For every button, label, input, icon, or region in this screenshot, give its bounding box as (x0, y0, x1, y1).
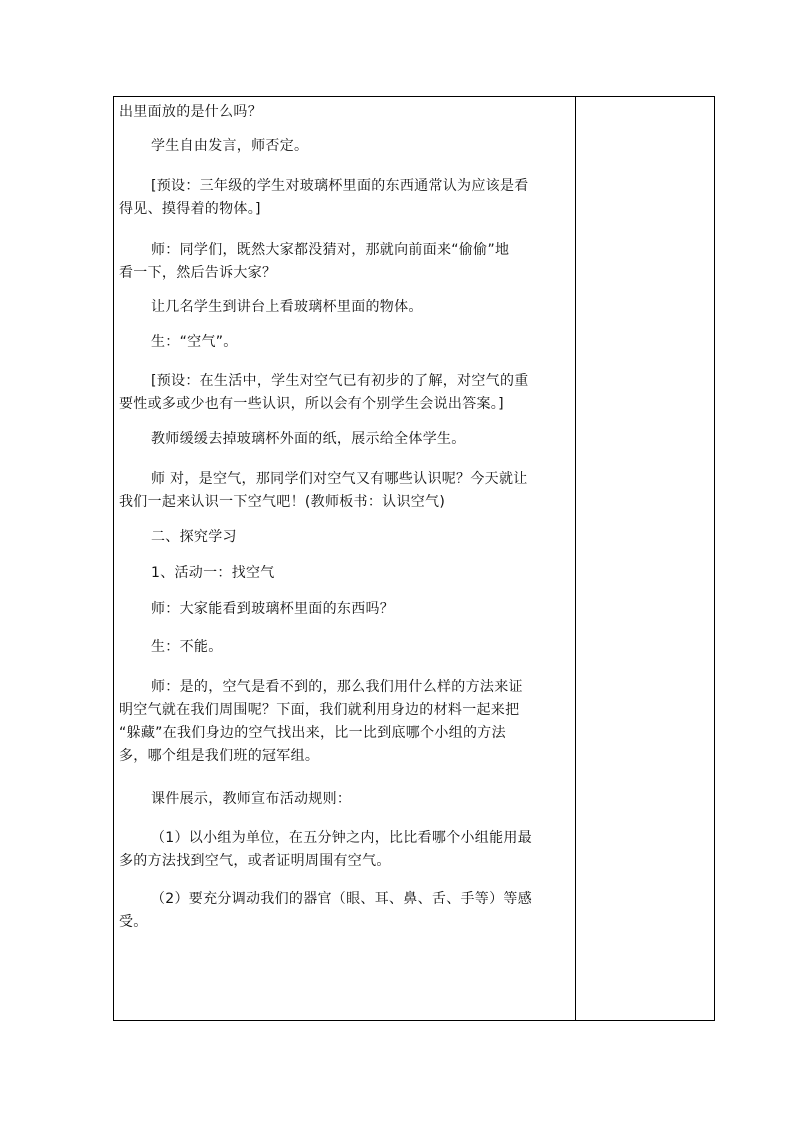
paragraph-line: 我们一起来认识一下空气吧！(教师板书：认识空气) (119, 494, 446, 510)
lesson-plan-table (113, 96, 715, 1021)
rule-item: （2）要充分调动我们的器官（眼、耳、鼻、舌、手等）等感 (151, 891, 533, 907)
notes-cell (576, 97, 714, 1020)
paragraph-line: 学生自由发言，师否定。 (151, 138, 309, 154)
section-heading: 二、探究学习 (151, 529, 237, 545)
rule-item: （1）以小组为单位，在五分钟之内，比比看哪个小组能用最 (151, 830, 533, 846)
paragraph-line: 教师缓缓去掉玻璃杯外面的纸，展示给全体学生。 (151, 431, 466, 447)
lesson-content-cell (114, 97, 576, 1020)
paragraph-line: 师：大家能看到玻璃杯里面的东西吗？ (151, 601, 395, 617)
paragraph-line: 师 对，是空气，那同学们对空气又有哪些认识呢？今天就让 (151, 471, 528, 487)
paragraph-line: 课件展示，教师宣布活动规则： (151, 791, 352, 807)
paragraph-line: 出里面放的是什么吗？ (119, 104, 262, 120)
paragraph-line: 师：是的，空气是看不到的，那么我们用什么样的方法来证 (151, 679, 523, 695)
rule-item: 受。 (119, 914, 148, 930)
paragraph-line: [预设：三年级的学生对玻璃杯里面的东西通常认为应该是看 (151, 178, 529, 194)
rule-item: 多的方法找到空气，或者证明周围有空气。 (119, 853, 391, 869)
paragraph-line: 得见、摸得着的物体。] (119, 201, 261, 217)
paragraph-line: 生：不能。 (151, 639, 223, 655)
paragraph-line: 生：“空气”。 (151, 334, 238, 350)
paragraph-line: 要性或多或少也有一些认识，所以会有个别学生会说出答案。] (119, 396, 504, 412)
paragraph-line: 看一下，然后告诉大家？ (119, 265, 277, 281)
paragraph-line: [预设：在生活中，学生对空气已有初步的了解，对空气的重 (151, 373, 529, 389)
paragraph-line: 师：同学们，既然大家都没猜对，那就向前面来“偷偷”地 (151, 242, 510, 258)
paragraph-line: 让几名学生到讲台上看玻璃杯里面的物体。 (151, 299, 423, 315)
paragraph-line: 多，哪个组是我们班的冠军组。 (119, 748, 320, 764)
paragraph-line: “躲藏”在我们身边的空气找出来，比一比到底哪个小组的方法 (119, 725, 506, 741)
activity-heading: 1、活动一：找空气 (151, 565, 275, 581)
paragraph-line: 明空气就在我们周围呢？下面，我们就利用身边的材料一起来把 (119, 702, 520, 718)
